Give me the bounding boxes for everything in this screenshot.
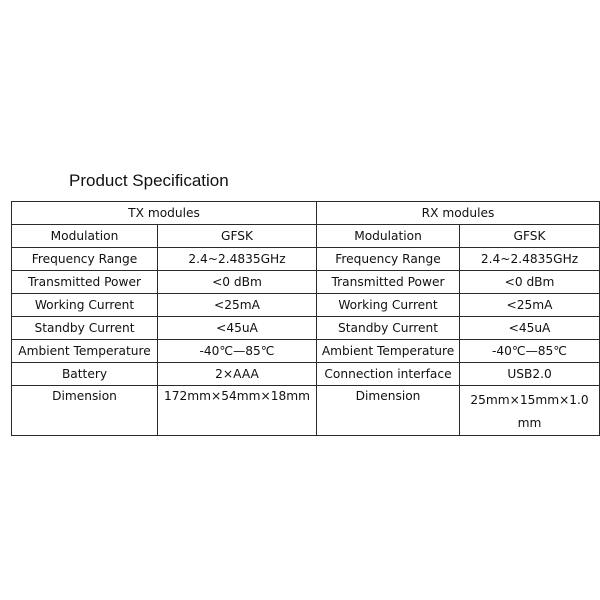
tx-value: <45uA (158, 317, 317, 340)
rx-value: GFSK (460, 225, 600, 248)
table-row (12, 363, 600, 386)
page-title: Product Specification (69, 171, 229, 190)
table-row (12, 294, 600, 317)
tx-label: Ambient Temperature (12, 340, 158, 363)
tx-label: Battery (12, 363, 158, 386)
rx-value: 2.4~2.4835GHz (460, 248, 600, 271)
rx-label: Working Current (317, 294, 460, 317)
tx-value: <0 dBm (158, 271, 317, 294)
table-row (12, 271, 600, 294)
rx-modules-heading: RX modules (317, 202, 600, 225)
rx-value: USB2.0 (460, 363, 600, 386)
spec-table (11, 201, 600, 436)
rx-value: <0 dBm (460, 271, 600, 294)
tx-label: Modulation (12, 225, 158, 248)
tx-label: Dimension (12, 386, 158, 436)
rx-label: Modulation (317, 225, 460, 248)
rx-label: Frequency Range (317, 248, 460, 271)
rx-value: 25mm×15mm×1.0 mm (460, 386, 600, 436)
tx-value: GFSK (158, 225, 317, 248)
rx-label: Ambient Temperature (317, 340, 460, 363)
table-row (12, 317, 600, 340)
tx-label: Frequency Range (12, 248, 158, 271)
tx-label: Standby Current (12, 317, 158, 340)
tx-modules-heading: TX modules (12, 202, 317, 225)
table-row (12, 225, 600, 248)
rx-value: -40℃—85℃ (460, 340, 600, 363)
tx-label: Working Current (12, 294, 158, 317)
rx-value: <45uA (460, 317, 600, 340)
table-header-row (12, 202, 600, 225)
tx-value: <25mA (158, 294, 317, 317)
rx-value: <25mA (460, 294, 600, 317)
tx-value: 2.4~2.4835GHz (158, 248, 317, 271)
tx-value: 2×AAA (158, 363, 317, 386)
table-row (12, 248, 600, 271)
table-row (12, 340, 600, 363)
rx-label: Dimension (317, 386, 460, 436)
tx-value: -40℃—85℃ (158, 340, 317, 363)
rx-label: Standby Current (317, 317, 460, 340)
tx-label: Transmitted Power (12, 271, 158, 294)
tx-value: 172mm×54mm×18mm (158, 386, 317, 436)
rx-label: Connection interface (317, 363, 460, 386)
table-row (12, 386, 600, 436)
rx-label: Transmitted Power (317, 271, 460, 294)
